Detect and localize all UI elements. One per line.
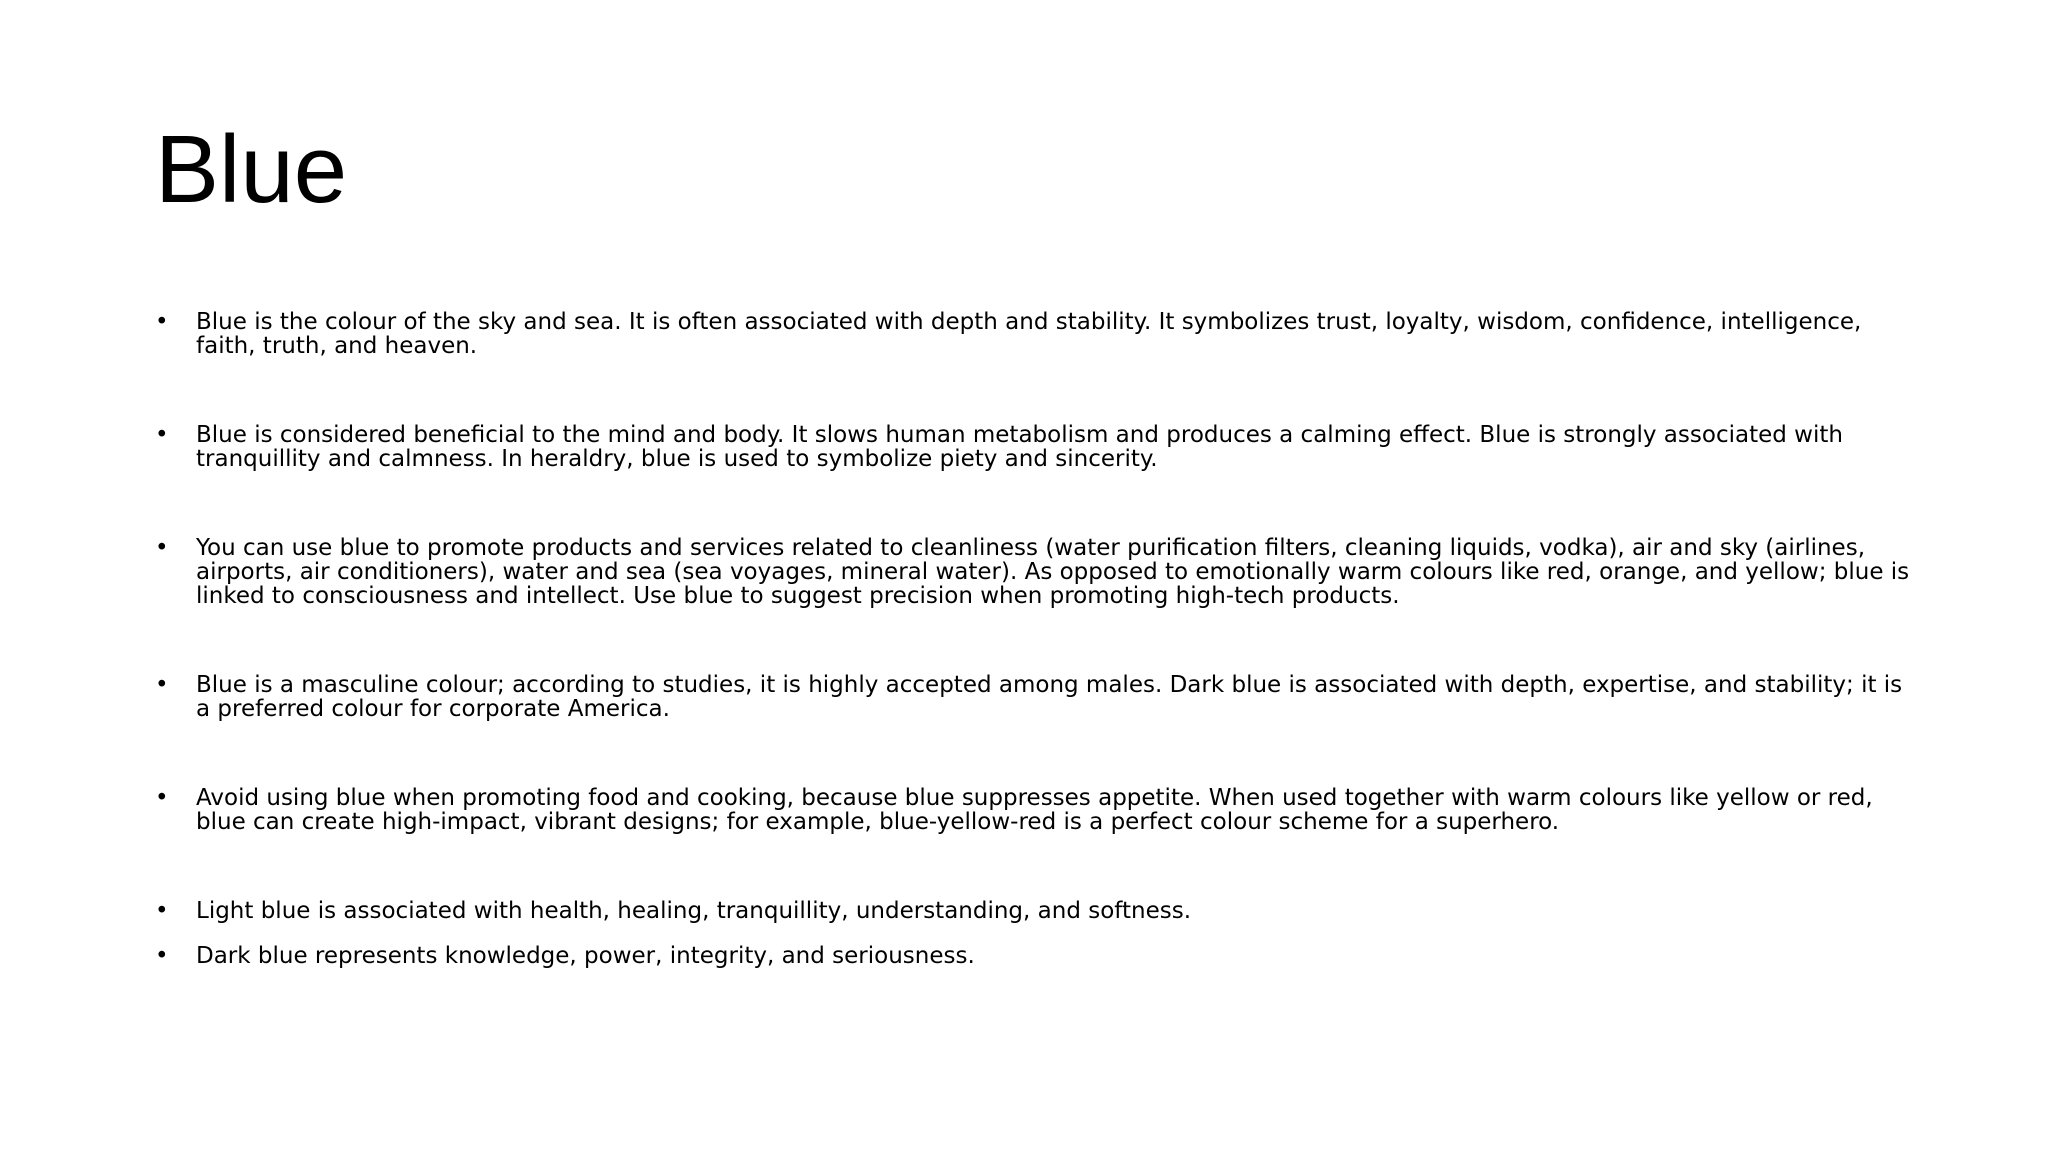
bullet-item <box>155 310 1915 358</box>
bullet-text: Blue is considered beneficial to the mind and body. It slows human metabolism and produces a calming effect. Blue is strongly associated with tranquillity and calmness. In heraldry, blue is used to symbolize piety and sincerity. <box>196 422 1843 472</box>
bullet-text: You can use blue to promote products and services related to cleanliness (water purification filters, cleaning liquids, vodka), air and sky (airlines, airports, air conditioners), water and sea (sea voyages, mineral water). As opposed to emotionally warm colours like red, orange, and yellow; blue is linked to consciousness and intellect. Use blue to suggest precision when promoting high-tech products. <box>196 535 1910 609</box>
bullet-item <box>155 423 1915 471</box>
bullet-text: Dark blue represents knowledge, power, integrity, and seriousness. <box>196 943 975 969</box>
bullet-text: Avoid using blue when promoting food and cooking, because blue suppresses appetite. When used together with warm colours like yellow or red, blue can create high-impact, vibrant designs; for example, blue-yellow-red is a perfect colour scheme for a superhero. <box>196 785 1873 835</box>
bullet-text: Blue is the colour of the sky and sea. It is often associated with depth and stability. It symbolizes trust, loyalty, wisdom, confidence, intelligence, faith, truth, and heaven. <box>196 309 1862 359</box>
bullet-item <box>155 899 1915 923</box>
bullet-item <box>155 786 1915 834</box>
bullet-point: • <box>155 943 169 969</box>
bullet-point: • <box>155 898 169 924</box>
bullet-item <box>155 673 1915 721</box>
bullet-text: Blue is a masculine colour; according to studies, it is highly accepted among males. Dark blue is associated with depth, expertise, and stability; it is a preferred colour for corporate America. <box>196 672 1903 722</box>
bullet-item <box>155 536 1915 608</box>
bullet-text: Light blue is associated with health, healing, tranquillity, understanding, and softness. <box>196 898 1192 924</box>
bullet-point: • <box>155 785 169 811</box>
bullet-point: • <box>155 422 169 448</box>
slide-title: Blue <box>155 116 348 223</box>
bullet-item <box>155 944 1915 968</box>
bullet-point: • <box>155 309 169 335</box>
bullet-point: • <box>155 672 169 698</box>
bullet-point: • <box>155 535 169 561</box>
bullet-list <box>155 310 1915 968</box>
